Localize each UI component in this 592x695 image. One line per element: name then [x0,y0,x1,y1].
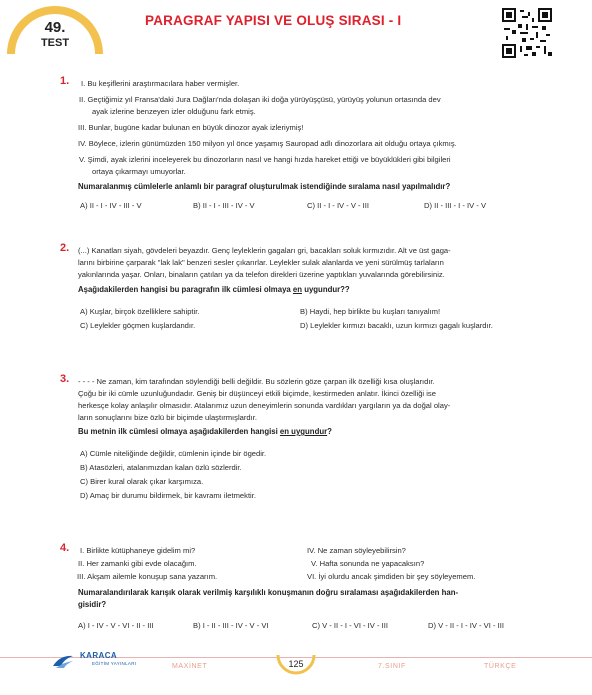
grade-label: 7.SINIF [378,663,406,670]
page-title: PARAGRAF YAPISI VE OLUŞ SIRASI - I [145,13,402,28]
test-number-badge [3,2,107,54]
q1-sentence-2: II. Geçtiğimiz yıl Fransa'daki Jura Dağları'nda dolaşan iki doğa yürüyüşçüsü, yürüyüş yolunun ortasında dev [79,95,441,104]
q1-sentence-5: V. Şimdi, ayak izlerini inceleyerek bu dinozorların nasıl ve hangi hızda hareket ettiği ve büyüklükleri gibi bilgileri [79,155,451,164]
test-label: TEST [40,37,70,49]
publisher-logo-icon [52,653,74,669]
q4-option-c[interactable]: C) V - II - I - VI - IV - III [312,621,388,630]
page-number: 125 [288,659,304,669]
q4-option-b[interactable]: B) I - II - III - IV - V - VI [193,621,269,630]
q4-sentence-5: V. Hafta sonunda ne yapacaksın? [311,559,425,568]
q3-paragraph-line-3: herkesçe kolay anlaşılır olmasıdır. Atalarımız uzun deneyimlerin sonunda vardıkları yargıların ya da doğal olay- [78,401,451,410]
q3-stem: Bu metnin ilk cümlesi olmaya aşağıdakilerden hangisi en uygundur? [78,427,332,436]
q2-paragraph-line-2: larını birbirine çarparak "lak lak" benzeri sesler çıkarırlar. Leylekler sulak alanlarda ve yeni sürülmüş tarlaların [78,258,444,267]
q1-sentence-2-cont: ayak izlerine benzeyen izler olduğunu fark etmiş. [92,107,256,116]
subject-label: TÜRKÇE [484,663,517,670]
q3-option-c[interactable]: C) Birer kural olarak çıkar karşımıza. [80,477,204,486]
q2-paragraph-line-3: yakınlarında yaşar. Onları, binaların çatıları ya da telefon direkleri üzerine yaptıkları yuvalarında görebilirsiniz. [78,270,445,279]
test-number: 49. [44,19,66,36]
question-4-number: 4. [60,542,70,554]
q2-option-b[interactable]: B) Haydi, hep birlikte bu kuşları tanıyalım! [300,307,441,316]
question-1-number: 1. [60,75,70,87]
q3-paragraph-line-1: - - - - Ne zaman, kim tarafından söylendiği belli değildir. Bu sözlerin göze çarpan ilk özelliği kısa oluşlarıdır. [78,377,435,386]
q4-stem-cont: gisidir? [78,600,107,609]
q2-paragraph-line-1: (...) Kanatları siyah, gövdeleri beyazdır. Genç leyleklerin gagaları gri, bacakları soluk kırmızıdır. Alt ve üst gaga- [78,246,451,255]
publisher-brand: KARACA [80,651,118,660]
q1-option-b[interactable]: B) II - I - III - IV - V [193,201,255,210]
q1-sentence-5-cont: ortaya çıkarmayı umuyorlar. [92,167,186,176]
page-number-badge [276,653,316,687]
q1-sentence-4: IV. Böylece, izlerin günümüzden 150 milyon yıl önce yaşamış Sauropad adlı dinozorlara ait olduğu ortaya çıkmış. [78,139,457,148]
q1-option-c[interactable]: C) II - I - IV - V - III [307,201,370,210]
q1-sentence-1: I. Bu keşiflerini araştırmacılara haber vermişler. [81,79,240,88]
q3-option-b[interactable]: B) Atasözleri, atalarımızdan kalan özlü sözlerdir. [80,463,242,472]
q1-sentence-3: III. Bunlar, bugüne kadar bulunan en büyük dinozor ayak izleriymiş! [78,123,304,132]
q2-option-d[interactable]: D) Leylekler kırmızı bacaklı, uzun kırmızı gagalı kuşlardır. [300,321,493,330]
q2-stem: Aşağıdakilerden hangisi bu paragrafın ilk cümlesi olmaya en uygundur?? [78,285,350,294]
q4-option-d[interactable]: D) V - II - I - IV - VI - III [428,621,504,630]
q4-option-a[interactable]: A) I - IV - V - VI - II - III [78,621,154,630]
q4-sentence-3: III. Akşam ailemle konuşup sana yazarım. [77,572,218,581]
series-label: MAXİNET [172,663,208,670]
q3-paragraph-line-2: Çoğu bir iki cümle uzunluğundadır. Geniş bir düşünceyi etkili biçimde, kestirmeden anlatır. İkinci özelliği ise [78,389,436,398]
q3-option-a[interactable]: A) Cümle niteliğinde değildir, cümlenin içinde bir ögedir. [80,449,267,458]
q3-option-d[interactable]: D) Amaç bir durumu bildirmek, bir kavramı iletmektir. [80,491,256,500]
q4-stem: Numaralandırılarak karışık olarak verilmiş karşılıklı konuşmanın doğru sıralaması aşağıdakilerden han- [78,588,459,597]
q3-paragraph-line-4: ların sonuçlarını bize özlü bir biçimde ulaştırmışlardır. [78,413,257,422]
q2-option-c[interactable]: C) Leylekler göçmen kuşlardandır. [80,321,196,330]
question-3-number: 3. [60,373,70,385]
q4-sentence-6: VI. İyi olurdu ancak şimdiden bir şey söyleyemem. [307,572,476,581]
q1-option-a[interactable]: A) II - I - IV - III - V [80,201,142,210]
q4-sentence-4: IV. Ne zaman söyleyebilirsin? [307,546,406,555]
q1-stem: Numaralanmış cümlelerle anlamlı bir paragraf oluşturulmak istendiğinde sıralama nasıl yapılmalıdır? [78,182,451,191]
question-2-number: 2. [60,242,70,254]
publisher-subtitle: EĞİTİM YAYINLARI [92,661,137,666]
q4-sentence-2: II. Her zamanki gibi evde olacağım. [78,559,197,568]
q1-option-d[interactable]: D) II - III - I - IV - V [424,201,487,210]
q4-sentence-1: I. Birlikte kütüphaneye gidelim mi? [80,546,196,555]
qr-code-icon [502,8,552,58]
q2-option-a[interactable]: A) Kuşlar, birçok özelliklere sahiptir. [80,307,200,316]
